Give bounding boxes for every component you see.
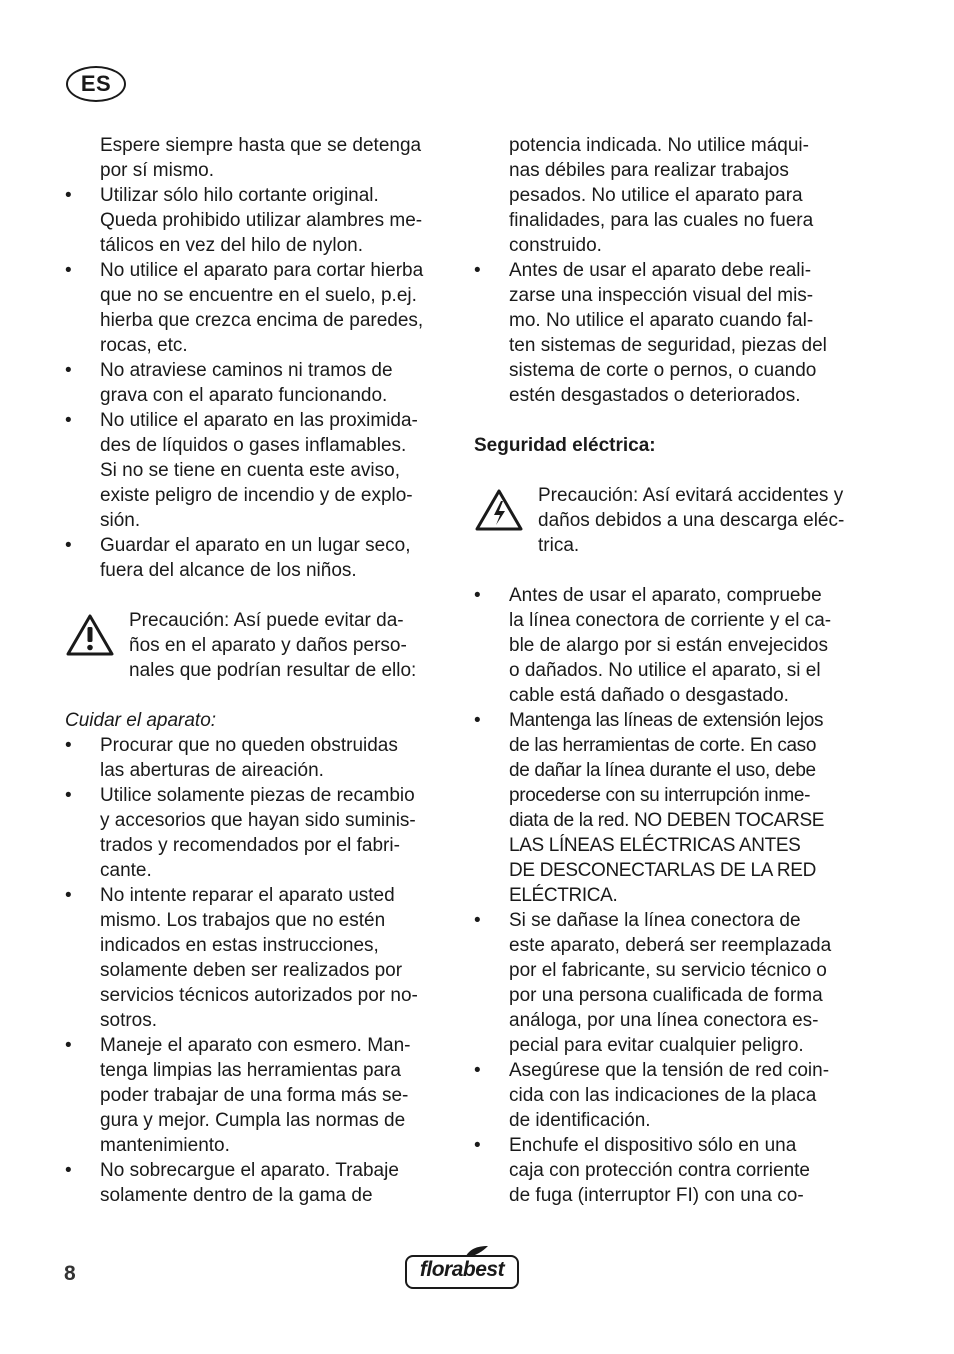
- text-line: Utilizar sólo hilo cortante original.: [100, 185, 379, 206]
- text-line: Mantenga las líneas de extensión lejos: [509, 710, 824, 731]
- bullet-symbol: •: [474, 910, 481, 931]
- text-line: Antes de usar el aparato, compruebe: [509, 585, 822, 606]
- text-line: rocas, etc.: [100, 335, 188, 356]
- bullet-item: [474, 258, 866, 283]
- text-line: Enchufe el dispositivo sólo en una: [509, 1135, 797, 1156]
- warning-lightning-icon: [474, 488, 524, 532]
- brand-logo: [405, 1245, 519, 1287]
- text-line: las aberturas de aireación.: [100, 760, 324, 781]
- bullet-item: [65, 1158, 455, 1183]
- bullet-item: [65, 533, 455, 558]
- text-line: este aparato, deberá ser reemplazada: [509, 935, 832, 956]
- bullet-item: [65, 258, 455, 283]
- warning-text: ños en el aparato y daños perso-: [129, 635, 407, 656]
- bullet-symbol: •: [65, 1035, 72, 1056]
- brand-name: florabest: [419, 1258, 505, 1281]
- left-column: [65, 133, 455, 1208]
- text-line: Si se dañase la línea conectora de: [509, 910, 801, 931]
- text-line: por sí mismo.: [100, 160, 215, 181]
- bullet-symbol: •: [65, 185, 72, 206]
- bullet-item: [65, 783, 455, 808]
- section-heading: Seguridad eléctrica:: [474, 435, 656, 456]
- text-line: cida con las indicaciones de la placa: [509, 1085, 817, 1106]
- text-line: poder trabajar de una forma más se-: [100, 1085, 409, 1106]
- text-line: tenga limpias las herramientas para: [100, 1060, 401, 1081]
- text-line: o dañados. No utilice el aparato, si el: [509, 660, 821, 681]
- bullet-symbol: •: [65, 535, 72, 556]
- text-line: Antes de usar el aparato debe reali-: [509, 260, 812, 281]
- text-line: de dañar la línea durante el uso, debe: [509, 760, 816, 781]
- text-line: No utilice el aparato en las proximida-: [100, 410, 418, 431]
- text-line: sistema de corte o pernos, o cuando: [509, 360, 817, 381]
- bullet-item: [65, 1033, 455, 1058]
- bullet-symbol: •: [474, 585, 481, 606]
- text-line: fuera del alcance de los niños.: [100, 560, 357, 581]
- text-line: Queda prohibido utilizar alambres me-: [100, 210, 423, 231]
- text-line: mo. No utilice el aparato cuando fal-: [509, 310, 814, 331]
- text-line: ELÉCTRICA.: [509, 885, 618, 906]
- text-line: des de líquidos o gases inflamables.: [100, 435, 407, 456]
- bullet-symbol: •: [65, 260, 72, 281]
- text-line: procederse con su interrupción inme-: [509, 785, 811, 806]
- text-line: por el fabricante, su servicio técnico o: [509, 960, 827, 981]
- bullet-item: [474, 583, 866, 608]
- text-line: LAS LÍNEAS ELÉCTRICAS ANTES: [509, 835, 801, 856]
- bullet-symbol: •: [474, 260, 481, 281]
- text-line: construido.: [509, 235, 602, 256]
- text-line: hierba que crezca encima de paredes,: [100, 310, 424, 331]
- text-line: Asegúrese que la tensión de red coin-: [509, 1060, 830, 1081]
- text-line: caja con protección contra corriente: [509, 1160, 810, 1181]
- bullet-symbol: •: [65, 735, 72, 756]
- spacer: [474, 458, 866, 483]
- bullet-symbol: •: [65, 360, 72, 381]
- text-line: por una persona cualificada de forma: [509, 985, 823, 1006]
- warning-text: Precaución: Así puede evitar da-: [129, 610, 404, 631]
- bullet-item: [474, 1058, 866, 1083]
- text-line: solamente dentro de la gama de: [100, 1185, 373, 1206]
- text-line: de las herramientas de corte. En caso: [509, 735, 817, 756]
- bullet-item: [474, 908, 866, 933]
- text-line: Si no se tiene en cuenta este aviso,: [100, 460, 400, 481]
- text-line: mantenimiento.: [100, 1135, 230, 1156]
- warning-text: nales que podrían resultar de ello:: [129, 660, 417, 681]
- bullet-symbol: •: [65, 785, 72, 806]
- text-line: de identificación.: [509, 1110, 651, 1131]
- text-line: diata de la red. NO DEBEN TOCARSE: [509, 810, 825, 831]
- damage-warning-box: [65, 608, 455, 683]
- bullet-item: [65, 883, 455, 908]
- text-line: que no se encuentre en el suelo, p.ej.: [100, 285, 417, 306]
- text-line: tálicos en vez del hilo de nylon.: [100, 235, 363, 256]
- warning-exclamation-icon: [65, 613, 115, 657]
- bullet-symbol: •: [474, 1060, 481, 1081]
- text-line: No intente reparar el aparato usted: [100, 885, 395, 906]
- text-line: pesados. No utilice el aparato para: [509, 185, 803, 206]
- bullet-item: [474, 1133, 866, 1158]
- spacer: [65, 683, 455, 708]
- text-line: existe peligro de incendio y de explo-: [100, 485, 413, 506]
- text-line: No sobrecargue el aparato. Trabaje: [100, 1160, 399, 1181]
- text-line: servicios técnicos autorizados por no-: [100, 985, 418, 1006]
- text-line: cable está dañado o desgastado.: [509, 685, 789, 706]
- text-line: nas débiles para realizar trabajos: [509, 160, 789, 181]
- bullet-item: [474, 708, 866, 733]
- bullet-symbol: •: [474, 1135, 481, 1156]
- subheading: Cuidar el aparato:: [65, 710, 217, 731]
- text-line: ble de alargo por si están envejecidos: [509, 635, 828, 656]
- text-line: gura y mejor. Cumpla las normas de: [100, 1110, 406, 1131]
- text-line: ten sistemas de seguridad, piezas del: [509, 335, 827, 356]
- text-line: zarse una inspección visual del mis-: [509, 285, 814, 306]
- text-line: grava con el aparato funcionando.: [100, 385, 388, 406]
- right-column: [474, 133, 866, 1208]
- text-line: Utilice solamente piezas de recambio: [100, 785, 415, 806]
- text-line: de fuga (interruptor FI) con una co-: [509, 1185, 804, 1206]
- bullet-item: [65, 408, 455, 433]
- spacer: [474, 558, 866, 583]
- bullet-symbol: •: [65, 410, 72, 431]
- text-line: solamente deben ser realizados por: [100, 960, 403, 981]
- spacer: [65, 583, 455, 608]
- text-line: Espere siempre hasta que se detenga: [100, 135, 422, 156]
- text-line: No utilice el aparato para cortar hierba: [100, 260, 424, 281]
- text-line: estén desgastados o deteriorados.: [509, 385, 801, 406]
- text-line: pecial para evitar cualquier peligro.: [509, 1035, 804, 1056]
- text-line: la línea conectora de corriente y el ca-: [509, 610, 832, 631]
- text-line: DE DESCONECTARLAS DE LA RED: [509, 860, 816, 881]
- text-line: finalidades, para las cuales no fuera: [509, 210, 814, 231]
- text-line: Guardar el aparato en un lugar seco,: [100, 535, 411, 556]
- electric-warning-box: [474, 483, 866, 558]
- warning-text: daños debidos a una descarga eléc-: [538, 510, 845, 531]
- text-line: Maneje el aparato con esmero. Man-: [100, 1035, 411, 1056]
- bullet-symbol: •: [65, 1160, 72, 1181]
- text-line: análoga, por una línea conectora es-: [509, 1010, 819, 1031]
- bullet-symbol: •: [65, 885, 72, 906]
- text-line: y accesorios que hayan sido suminis-: [100, 810, 416, 831]
- page-number: 8: [64, 1262, 76, 1285]
- text-line: mismo. Los trabajos que no estén: [100, 910, 386, 931]
- language-badge: ES: [66, 66, 126, 102]
- text-line: No atraviese caminos ni tramos de: [100, 360, 393, 381]
- text-line: indicados en estas instrucciones,: [100, 935, 379, 956]
- text-line: sotros.: [100, 1010, 158, 1031]
- bullet-item: [65, 358, 455, 383]
- text-line: potencia indicada. No utilice máqui-: [509, 135, 809, 156]
- warning-text: Precaución: Así evitará accidentes y: [538, 485, 844, 506]
- spacer: [474, 408, 866, 433]
- bullet-symbol: •: [474, 710, 481, 731]
- text-line: cante.: [100, 860, 152, 881]
- bullet-item: [65, 183, 455, 208]
- text-line: trados y recomendados por el fabri-: [100, 835, 400, 856]
- text-line: sión.: [100, 510, 141, 531]
- bullet-item: [65, 733, 455, 758]
- warning-text: trica.: [538, 535, 580, 556]
- text-line: Procurar que no queden obstruidas: [100, 735, 398, 756]
